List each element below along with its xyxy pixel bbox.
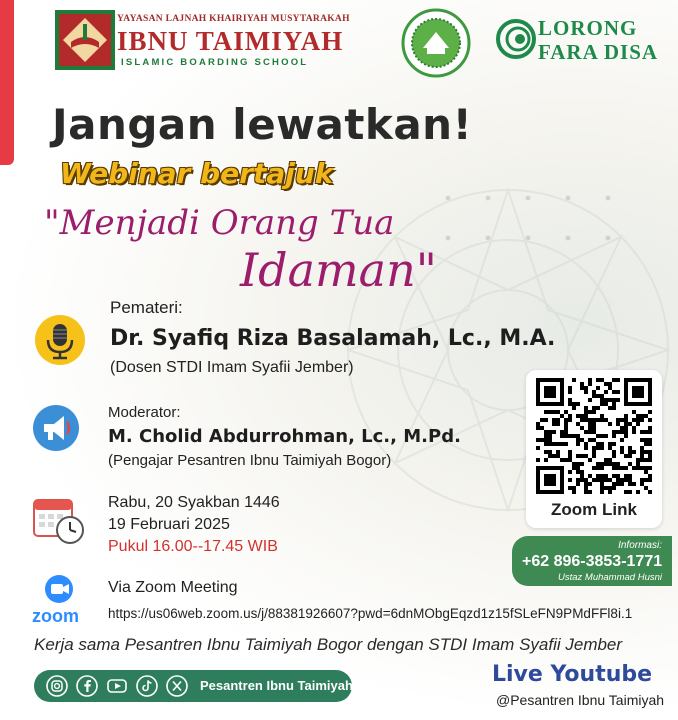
brand-foundation-name: YAYASAN LAJNAH KHAIRIYAH MUSYTARAKAH <box>117 14 350 24</box>
zoom-camera-icon <box>44 574 78 604</box>
lorong-swirl-icon <box>496 14 536 64</box>
instagram-icon[interactable] <box>46 675 68 697</box>
moderator-name: M. Cholid Abdurrohman, Lc., M.Pd. <box>108 426 461 447</box>
speaker-role: (Dosen STDI Imam Syafii Jember) <box>110 359 354 376</box>
qr-code[interactable] <box>536 378 652 494</box>
live-youtube-title <box>492 662 652 687</box>
lorong-name-line1: LORONG <box>538 16 638 40</box>
youtube-word: Youtube <box>550 662 653 687</box>
gregorian-date: 19 Februari 2025 <box>108 516 230 533</box>
accent-bar <box>0 0 14 165</box>
zoom-label: Via Zoom Meeting <box>108 579 238 596</box>
facebook-icon[interactable] <box>76 675 98 697</box>
megaphone-icon <box>32 404 80 452</box>
qr-card[interactable] <box>526 370 662 528</box>
x-icon[interactable] <box>166 675 188 697</box>
zoom-link[interactable]: https://us06web.zoom.us/j/88381926607?pwd=6dnMObgEqzd1z15fSLeFN9PMdFFl8i.1 <box>108 606 633 621</box>
zoom-wordmark: zoom <box>32 606 79 626</box>
youtube-icon[interactable] <box>106 675 128 697</box>
microphone-icon <box>34 314 86 366</box>
social-handle[interactable]: Pesantren Ibnu Taimiyah <box>200 678 353 693</box>
subheadline: Webinar bertajuk <box>60 157 334 190</box>
brand-tagline: ISLAMIC BOARDING SCHOOL <box>121 57 309 68</box>
brand-school-name: IBNU TAIMIYAH <box>117 26 344 56</box>
event-time: Pukul 16.00--17.45 WIB <box>108 538 278 555</box>
moderator-label: Moderator: <box>108 404 181 421</box>
qr-caption: Zoom Link <box>551 500 637 519</box>
tiktok-icon[interactable] <box>136 675 158 697</box>
calendar-clock-icon <box>32 496 86 546</box>
live-word: Live <box>492 662 543 687</box>
lorong-fara-disa-logo <box>496 12 676 68</box>
hijri-date: Rabu, 20 Syakban 1446 <box>108 494 280 511</box>
youtube-handle[interactable]: @Pesantren Ibnu Taimiyah <box>496 692 665 708</box>
lorong-name-line2: FARA DISA <box>538 40 659 64</box>
topic-line-1: "Menjadi Orang Tua <box>44 203 395 243</box>
topic-line-2: Idaman" <box>240 243 437 297</box>
social-bar <box>34 670 352 702</box>
info-title: Informasi: <box>618 540 662 551</box>
contact-name: Ustaz Muhammad Husni <box>557 572 662 583</box>
cooperation-note: Kerja sama Pesantren Ibnu Taimiyah Bogor dengan STDI Imam Syafii Jember <box>34 635 623 654</box>
contact-info-pill <box>512 536 672 586</box>
speaker-label: Pemateri: <box>110 298 183 317</box>
contact-phone[interactable]: +62 896-3853-1771 <box>522 553 663 570</box>
moderator-role: (Pengajar Pesantren Ibnu Taimiyah Bogor) <box>108 452 392 469</box>
speaker-name: Dr. Syafiq Riza Basalamah, Lc., M.A. <box>110 326 556 351</box>
school-emblem-icon <box>55 10 115 70</box>
ibnu-taimiyah-logo <box>55 10 350 72</box>
stdi-seal-icon <box>401 8 471 78</box>
headline: Jangan lewatkan! <box>52 100 473 149</box>
